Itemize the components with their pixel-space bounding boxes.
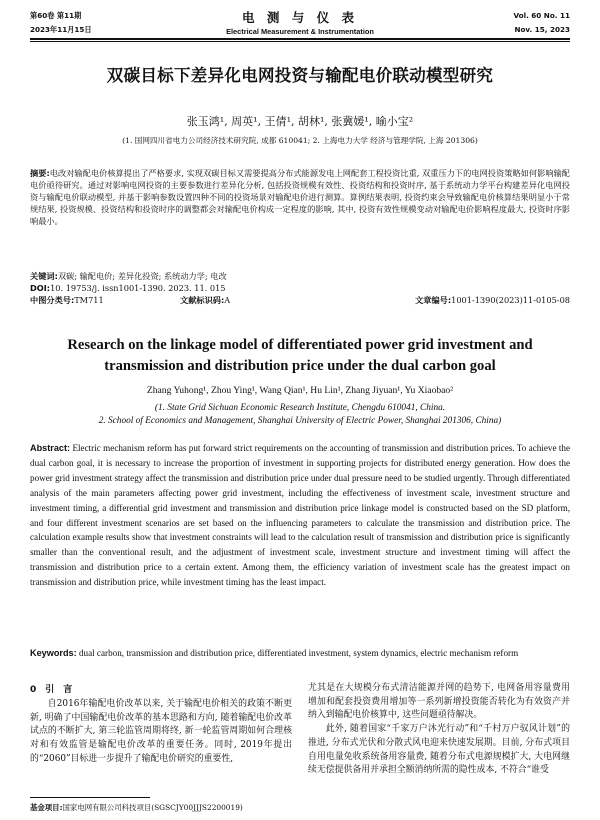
keywords-en [30,646,570,661]
doi-label: DOI: [30,283,51,293]
header-journal-en: Electrical Measurement & Instrumentation [226,27,374,36]
keywords-cn-label: 关键词: [30,271,58,281]
header-date-en: Nov. 15, 2023 [514,25,570,34]
paper-title-en-line1: Research on the linkage model of differentiated power grid investment and [67,337,533,353]
header-rule-thin [30,41,570,42]
affiliation-en-2: 2. School of Economics and Management, Shanghai University of Electric Power, Shanghai 201306, China) [98,416,502,426]
funding-text: 国家电网有限公司科技项目(SGSCJY00JJJS2200019) [62,803,243,812]
intro-paragraph-1-cont: 尤其是在大规模分布式清洁能源并网的趋势下, 电网备用容量费用增加和配套投资费用增加等一系列新增投资能否转化为有效资产并纳入到输配电价核算中, 这些问题亟待解决。 [308,683,570,721]
paper-title-cn: 双碳目标下差异化电网投资与输配电价联动模型研究 [106,66,494,85]
keywords-en-text: dual carbon, transmission and distribution price, differentiated investment, system dynamics, electric mechanism reform [78,648,519,658]
doc-code-label: 文献标识码: [180,295,225,305]
doi-line [30,283,570,295]
header-volume-cn: 第60卷 第11期 [30,11,82,20]
doc-code-value: A [224,295,231,305]
paper-title-en [30,335,570,377]
intro-paragraph-2: 此外, 随着国家“千家万户沐光行动”和“千村万户驭风计划”的推进, 分布式光伏和分散式风电迎来快速发展期。目前, 分布式项目自用电量免收系统备用容量费, 随着分布式电源规模扩大, 大电网继续无偿提供备用并承担全额消纳所需的隐性成本, 不符合“谁受 [308,724,570,776]
article-no-value: 1001-1390(2023)11-0105-08 [451,295,570,305]
section-heading-introduction: 0 引 言 [30,685,73,695]
keywords-en-label: Keywords: [30,648,77,658]
abstract-cn-text: 电改对输配电价核算提出了严格要求, 实现双碳目标又需要提高分布式能源发电上网配套工程投资比重, 双重压力下的电网投资策略如何影响输配电价亟待研究。通过对影响电网投资的主要参数进行差异化分析, 包括投资规模有效性、投资结构和投资时序, 基于系统动力学平台构建差异化电网投资与输配电价联动模型, 并基于影响参数设置四种不同的投资场景对输配电价进行测算。算例结果表明, 投资约束会导致输配电价核算结果明显小于常规结果, 投资规模、投资结构和投资时序的调整都会对输配电价构成一定程度的影响, 其中, 投资有效性规模变动对输配电价影响程度最大, 投资时序影响最小。 [30,168,570,227]
abstract-cn [30,167,570,227]
affiliation-en-1: (1. State Grid Sichuan Economic Research Institute, Chengdu 610041, China. [154,403,446,413]
body-right-column [308,682,570,778]
abstract-en [30,441,570,590]
header-volume-en: Vol. 60 No. 11 [513,11,570,20]
clc-value: TM711 [74,295,104,305]
doc-code-group [180,295,230,307]
footnote-rule [30,797,150,798]
intro-paragraph-1: 自2016年输配电价改革以来, 关于输配电价相关的政策不断更新, 明确了中国输配电价改革的基本思路和方向, 随着输配电价改革试点的不断扩大, 第三轮监管周期将终, 新一轮监管周期如何合理核对和有效监管是输配电价改革的重要任务。同时, 2019年提出的“2060”目标进一步提升了输配电价研究的重要性, [30,699,292,764]
authors-en: Zhang Yuhong¹, Zhou Ying¹, Wang Qian¹, Hu Lin¹, Zhang Jiyuan¹, Yu Xiaobao² [146,385,454,396]
paper-title-en-line2: transmission and distribution price under the dual carbon goal [104,358,496,374]
funding-label: 基金项目: [30,803,63,812]
abstract-cn-label: 摘要: [30,168,50,178]
affiliation-cn: (1. 国网四川省电力公司经济技术研究院, 成都 610041; 2. 上海电力大学 经济与管理学院, 上海 201306) [122,136,478,145]
funding-footnote [30,802,243,813]
clc-group [30,295,104,307]
authors-cn: 张玉鸿¹, 周英¹, 王倩¹, 胡林¹, 张冀媛¹, 喻小宝² [186,115,414,128]
abstract-en-text: Electric mechanism reform has put forward strict requirements on the accounting of transmission and distribution prices. To achieve the dual carbon goal, it is necessary to increase the proportion of investment in supporting projects for distributed energy generation. How does the power grid investment strategy affect the transmission and distribution price under dual pressure need to be studied urgently. Through differentiated analysis of the main parameters affecting power grid investment, including the effectiveness of investment scale, investment structure and investment timing, a differential grid investment and transmission and distribution price linkage model is constructed based on the SD platform, and four different investment scenarios are set based on the influencing parameters to calculate the transmission and distribution price. The calculation example results show that investment constraints will lead to the calculation result of transmission and distribution price is significantly smaller than the conventional result, and the adjustment of investment scale, investment structure and investment timing will affect the transmission and distribution price to a certain extent. Among them, the efficiency variation of investment scale has the greatest impact on transmission and distribution price, while investment timing has the least impact. [30,443,571,588]
header-date-cn: 2023年11月15日 [30,25,92,34]
abstract-en-label: Abstract: [30,443,71,453]
header-rule-thick [30,38,570,40]
keywords-cn-text: 双碳; 输配电价; 差异化投资; 系统动力学; 电改 [57,271,227,281]
clc-label: 中图分类号: [30,295,75,305]
article-no-label: 文章编号: [415,295,452,305]
doi-value: 10. 19753/j. issn1001-1390. 2023. 11. 015 [50,283,226,293]
article-no-group [415,295,570,307]
keywords-cn [30,271,570,283]
affiliation-en [30,402,570,428]
header-journal-cn: 电 测 与 仪 表 [242,10,358,25]
body-left-column [30,682,292,767]
